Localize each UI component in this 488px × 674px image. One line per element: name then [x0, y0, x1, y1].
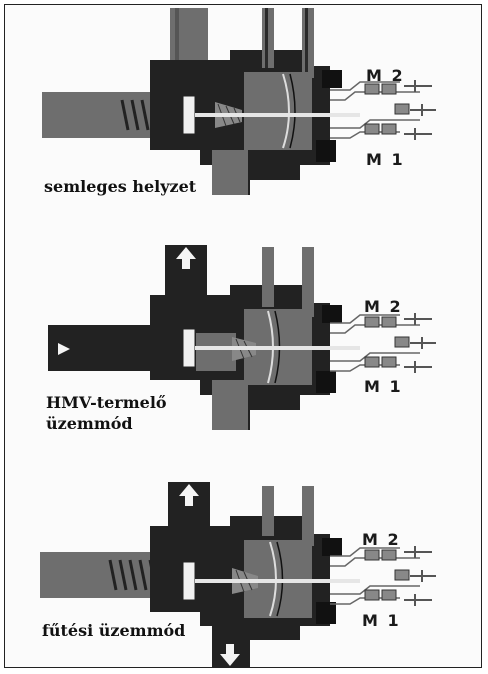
panel-caption: semleges helyzet	[44, 177, 197, 196]
switch-label-m2: M 2	[362, 530, 401, 549]
switch-label-m1: M 1	[362, 611, 401, 630]
panel-caption-line-1: HMV-termelő	[46, 393, 167, 412]
switch-label-m1: M 1	[366, 150, 405, 169]
panel-heating-mode	[0, 440, 488, 674]
panel-dhw-mode	[0, 225, 488, 440]
panel-caption-line-2: üzemmód	[46, 414, 133, 433]
switch-label-m2: M 2	[364, 297, 403, 316]
switch-label-m1: M 1	[364, 377, 403, 396]
switch-label-m2: M 2	[366, 66, 405, 85]
panel-neutral	[0, 0, 488, 225]
panel-caption: fűtési üzemmód	[42, 621, 186, 640]
